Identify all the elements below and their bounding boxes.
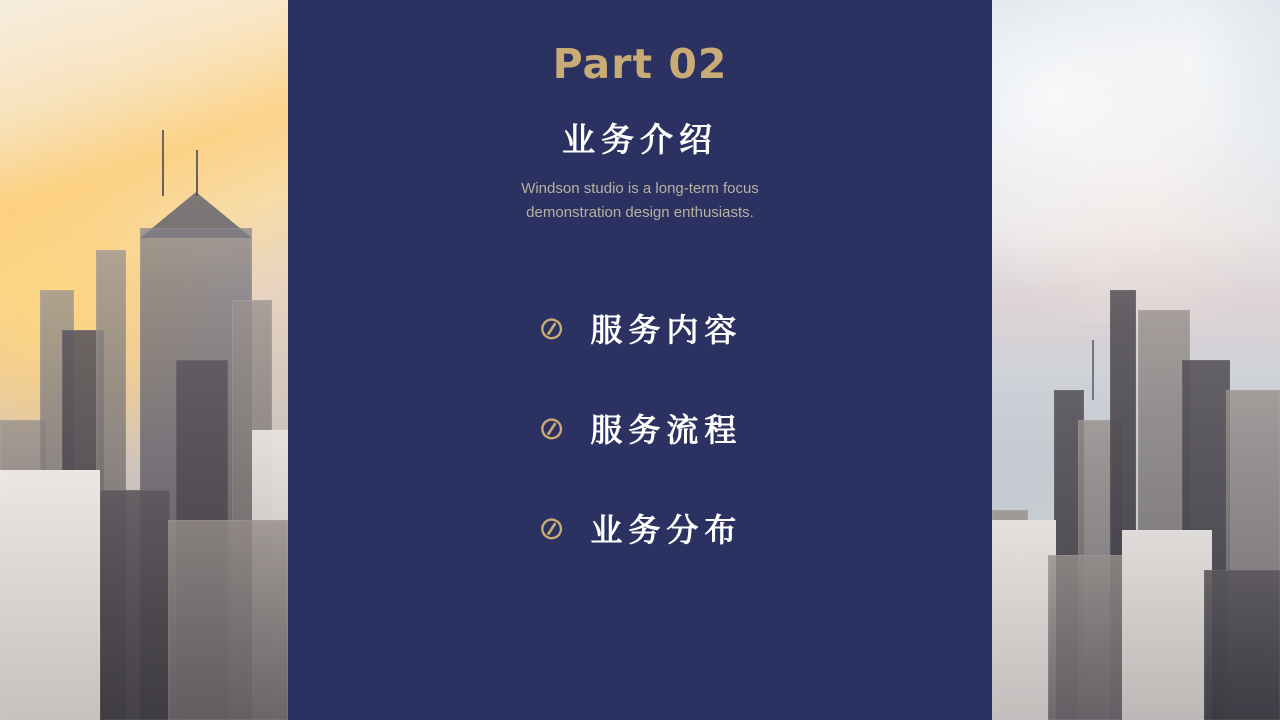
subtitle (430, 177, 850, 225)
section-title: 业务介绍 (562, 121, 718, 158)
sunset-city-skyline-photo (0, 0, 288, 720)
agenda-item-service-process[interactable] (288, 393, 992, 463)
agenda-item-label: 服务内容 (590, 312, 743, 348)
slashed-circle-icon: ⊘ (533, 306, 569, 350)
part-label: Part 02 (552, 40, 728, 88)
agenda-item-business-distribution[interactable] (288, 493, 992, 563)
subtitle-line-2: demonstration design enthusiasts. (526, 204, 754, 221)
slashed-circle-icon: ⊘ (533, 406, 569, 450)
agenda-item-label: 业务分布 (590, 512, 743, 548)
subtitle-line-1: Windson studio is a long-term focus (521, 180, 759, 197)
agenda-menu (288, 293, 992, 563)
slashed-circle-icon: ⊘ (533, 506, 569, 550)
content-panel (288, 0, 992, 720)
agenda-item-label: 服务流程 (590, 412, 743, 448)
photo-haze-overlay (992, 0, 1280, 720)
photo-haze-overlay (0, 0, 288, 720)
daylight-city-skyline-photo (992, 0, 1280, 720)
agenda-item-service-content[interactable] (288, 293, 992, 363)
